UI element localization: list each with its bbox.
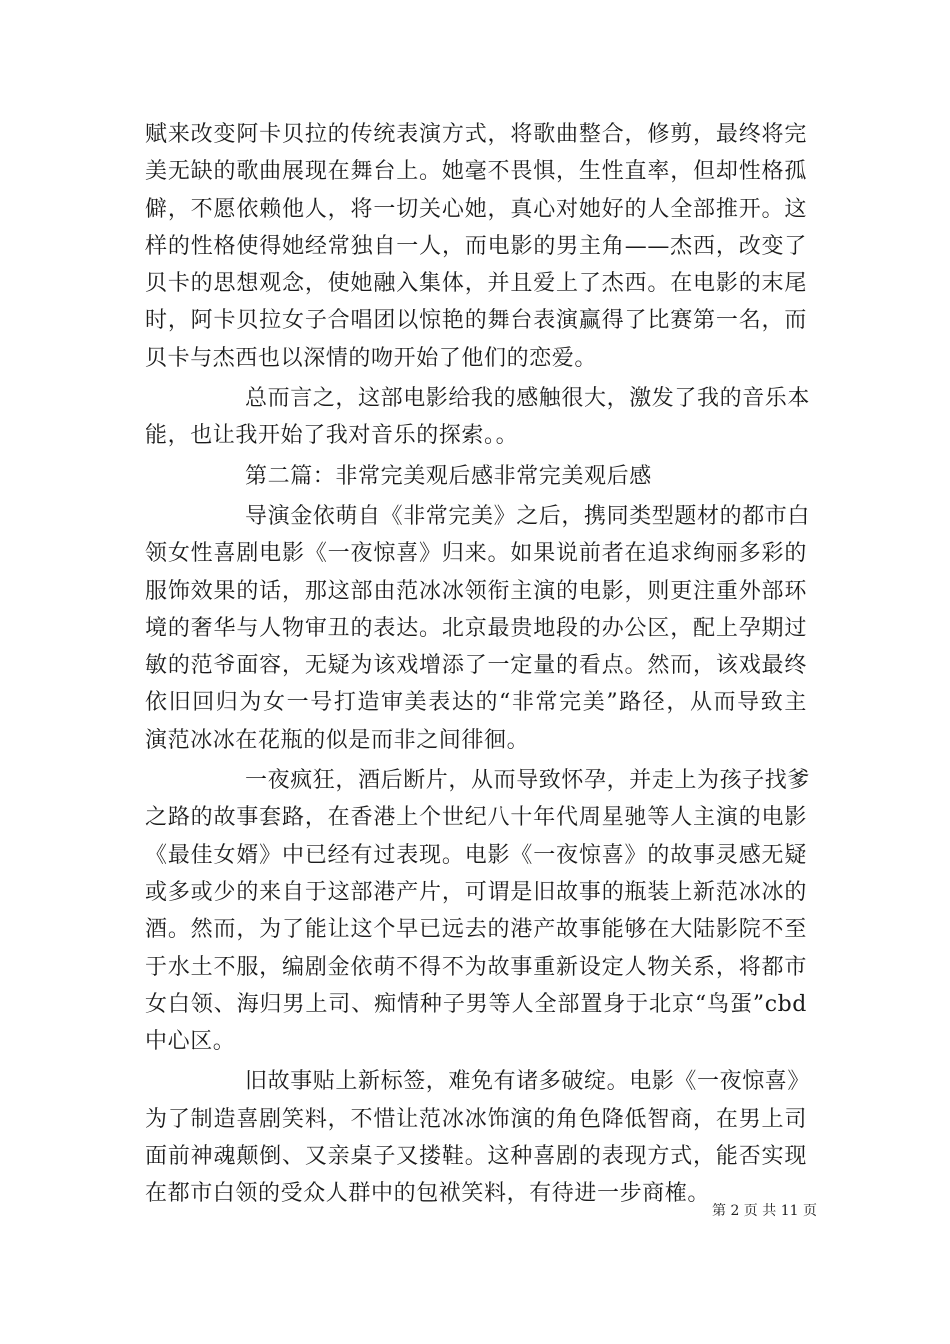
text-line: 僻，不愿依赖他人，将一切关心她，真心对她好的人全部推开。这 (145, 196, 807, 222)
paragraph-movie-review-ending (145, 116, 807, 377)
text-line: 境的奢华与人物审丑的表达。北京最贵地段的办公区，配上孕期过 (145, 615, 807, 641)
text-line: 于水土不服，编剧金依萌不得不为故事重新设定人物关系，将都市 (145, 954, 807, 980)
text-line: 之路的故事套路，在香港上个世纪八十年代周星驰等人主演的电影 (145, 805, 807, 831)
text-line: 一夜疯狂，酒后断片，从而导致怀孕，并走上为孩子找爹 (245, 768, 811, 794)
text-line: 《最佳女婿》中已经有过表现。电影《一夜惊喜》的故事灵感无疑 (145, 842, 807, 868)
paragraph-intro (145, 498, 811, 759)
text-line: 依旧回归为女一号打造审美表达的“非常完美”路径，从而导致主 (145, 690, 807, 716)
text-line: 能，也让我开始了我对音乐的探索。。 (145, 423, 519, 449)
text-line: 酒。然而，为了能让这个早已远去的港产故事能够在大陆影院不至 (145, 917, 807, 943)
heading-text: 第二篇：非常完美观后感非常完美观后感 (245, 463, 652, 489)
text-line: 为了制造喜剧笑料，不惜让范冰冰饰演的角色降低智商，在男上司 (145, 1106, 807, 1132)
text-line: 女白领、海归男上司、痴情种子男等人全部置身于北京“鸟蛋”cbd (145, 991, 807, 1017)
text-line: 贝卡与杰西也以深情的吻开始了他们的恋爱。 (145, 345, 598, 371)
text-line: 美无缺的歌曲展现在舞台上。她毫不畏惧，生性直率，但却性格孤 (145, 159, 807, 185)
paragraph-conclusion (145, 380, 811, 455)
text-line: 服饰效果的话，那这部由范冰冰领衔主演的电影，则更注重外部环 (145, 578, 807, 604)
paragraph-critique (145, 1063, 811, 1212)
section-heading (145, 458, 807, 495)
paragraph-story-origin (145, 762, 811, 1060)
text-line: 导演金依萌自《非常完美》之后，携同类型题材的都市白 (245, 503, 811, 529)
document-body (145, 116, 811, 1216)
text-line: 旧故事贴上新标签，难免有诸多破绽。电影《一夜惊喜》 (245, 1069, 811, 1095)
text-line: 时，阿卡贝拉女子合唱团以惊艳的舞台表演赢得了比赛第一名，而 (145, 308, 807, 334)
text-line: 面前神魂颠倒、又亲桌子又搂鞋。这种喜剧的表现方式，能否实现 (145, 1144, 807, 1170)
text-line: 领女性喜剧电影《一夜惊喜》归来。如果说前者在追求绚丽多彩的 (145, 541, 807, 567)
text-line: 或多或少的来自于这部港产片，可谓是旧故事的瓶装上新范冰冰的 (145, 879, 807, 905)
text-line: 在都市白领的受众人群中的包袱笑料，有待进一步商榷。 (145, 1181, 711, 1207)
text-line: 总而言之，这部电影给我的感触很大，激发了我的音乐本 (245, 386, 811, 412)
text-line: 敏的范爷面容，无疑为该戏增添了一定量的看点。然而，该戏最终 (145, 653, 807, 679)
text-line: 演范冰冰在花瓶的似是而非之间徘徊。 (145, 727, 530, 753)
text-line: 贝卡的思想观念，使她融入集体，并且爱上了杰西。在电影的末尾 (145, 271, 807, 297)
text-line: 赋来改变阿卡贝拉的传统表演方式，将歌曲整合，修剪，最终将完 (145, 122, 807, 147)
text-line: 中心区。 (145, 1029, 236, 1055)
page-number-footer: 第 2 页 共 11 页 (712, 1203, 817, 1219)
text-line: 样的性格使得她经常独自一人，而电影的男主角——杰西，改变了 (145, 233, 807, 259)
